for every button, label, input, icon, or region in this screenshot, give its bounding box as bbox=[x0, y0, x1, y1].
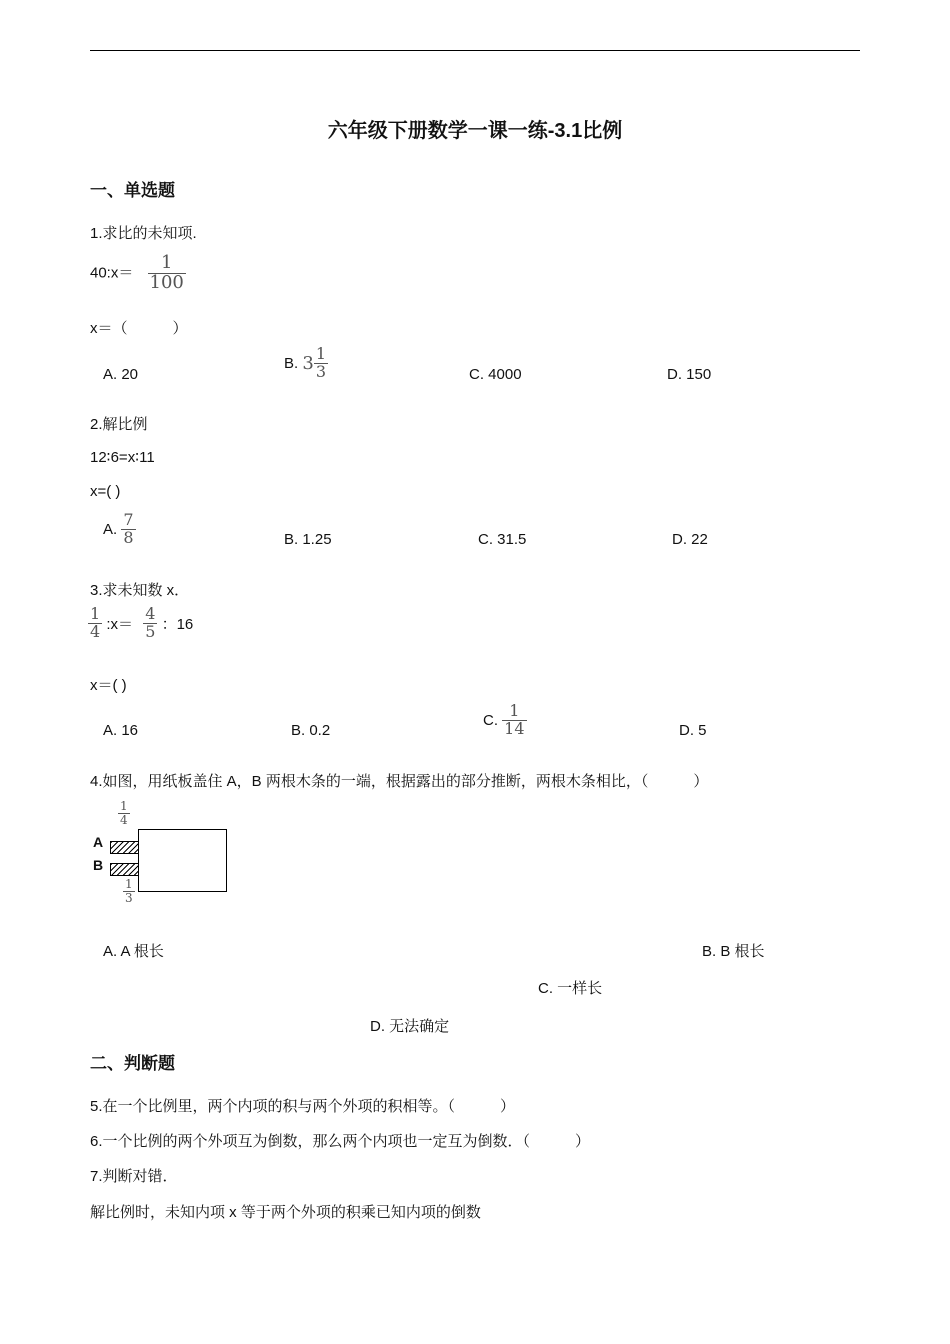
q1-option-b-fraction bbox=[314, 346, 328, 381]
q3-option-a[interactable]: A. 16 bbox=[103, 722, 139, 739]
q4-figure-stick-a bbox=[110, 841, 140, 854]
q3-expr-tail: ：16 bbox=[161, 615, 194, 633]
q1-expression bbox=[90, 254, 186, 293]
q1-stem: 1.求比的未知项. bbox=[90, 225, 197, 242]
q4-figure-top-fraction bbox=[118, 800, 130, 826]
q4-figure-top-num: 1 bbox=[120, 799, 128, 813]
q4-option-c[interactable]: C. 一样长 bbox=[538, 980, 603, 997]
q1-answer-line: x＝（ ） bbox=[90, 320, 188, 337]
q4-figure-bottom-fraction bbox=[123, 878, 135, 904]
q4-figure-cardboard bbox=[138, 829, 227, 892]
q3-option-c-fraction bbox=[502, 703, 526, 738]
q1-option-b-num: 1 bbox=[315, 344, 326, 363]
q1-option-d[interactable]: D. 150 bbox=[667, 366, 712, 383]
q7-stem: 7.判断对错． bbox=[90, 1168, 178, 1185]
q1-expr-prefix: 40:x＝ bbox=[90, 264, 134, 282]
q1-fraction bbox=[148, 254, 186, 293]
section-heading-single-choice: 一、单选题 bbox=[90, 181, 175, 200]
q3-option-c-num: 1 bbox=[509, 701, 520, 720]
q7-body: 解比例时，未知内项 x 等于两个外项的积乘已知内项的倒数 bbox=[90, 1204, 481, 1221]
q3-option-b[interactable]: B. 0.2 bbox=[291, 722, 331, 739]
q1-option-b-prefix: B. bbox=[284, 354, 299, 372]
q1-option-b-den: 3 bbox=[315, 361, 326, 381]
q3-fraction-1 bbox=[88, 606, 102, 641]
q3-frac1-den: 4 bbox=[90, 621, 101, 641]
q1-frac-num: 1 bbox=[160, 252, 173, 273]
q2-option-d[interactable]: D. 22 bbox=[672, 531, 708, 548]
q2-expression: 12∶6=x∶11 bbox=[90, 449, 155, 466]
q3-option-d[interactable]: D. 5 bbox=[679, 722, 707, 739]
q3-frac2-den: 5 bbox=[145, 621, 156, 641]
page-title: 六年级下册数学一课一练-3.1比例 bbox=[327, 120, 623, 142]
section-heading-true-false: 二、判断题 bbox=[90, 1054, 175, 1073]
q4-figure-top-den: 4 bbox=[120, 812, 128, 827]
q2-option-a-prefix: A. bbox=[103, 520, 118, 538]
q2-option-a-fraction bbox=[121, 512, 135, 547]
q4-figure-bottom-num: 1 bbox=[125, 877, 133, 891]
q3-expr-mid: :x＝ bbox=[106, 615, 134, 633]
q6-stem: 6.一个比例的两个外项互为倒数，那么两个内项也一定互为倒数．（ ） bbox=[90, 1133, 591, 1150]
q3-option-c-prefix: C. bbox=[483, 711, 498, 729]
q4-option-d[interactable]: D. 无法确定 bbox=[370, 1018, 450, 1035]
q4-option-a[interactable]: A. A 根长 bbox=[103, 943, 164, 960]
q2-answer-line: x=( ) bbox=[90, 483, 121, 500]
q2-option-c[interactable]: C. 31.5 bbox=[478, 531, 527, 548]
q3-frac1-num: 1 bbox=[90, 604, 101, 623]
q2-option-a-num: 7 bbox=[123, 510, 134, 529]
q2-stem: 2.解比例 bbox=[90, 416, 148, 433]
q2-option-a[interactable] bbox=[103, 512, 136, 547]
header-rule bbox=[90, 50, 860, 51]
q2-option-b[interactable]: B. 1.25 bbox=[284, 531, 332, 548]
q4-figure-stick-b bbox=[110, 863, 140, 876]
q3-option-c[interactable] bbox=[483, 703, 527, 738]
q4-figure-label-b: B bbox=[93, 857, 104, 873]
q3-answer-line: x＝( ) bbox=[90, 677, 127, 694]
q1-option-b-whole: 3 bbox=[302, 352, 314, 374]
q1-option-c[interactable]: C. 4000 bbox=[469, 366, 522, 383]
q3-fraction-2 bbox=[143, 606, 157, 641]
q4-figure-bottom-den: 3 bbox=[125, 890, 133, 905]
q3-expression bbox=[88, 606, 193, 641]
q3-frac2-num: 4 bbox=[145, 604, 156, 623]
q4-option-b[interactable]: B. B 根长 bbox=[702, 943, 765, 960]
q3-option-c-den: 14 bbox=[504, 718, 525, 738]
q1-frac-den: 100 bbox=[149, 271, 184, 293]
q5-stem: 5.在一个比例里，两个内项的积与两个外项的积相等。（ ） bbox=[90, 1098, 516, 1115]
q3-stem: 3.求未知数 x． bbox=[90, 582, 190, 599]
q4-figure-label-a: A bbox=[93, 834, 104, 850]
q1-option-b[interactable] bbox=[284, 346, 328, 381]
q4-figure bbox=[90, 800, 230, 915]
q1-option-a[interactable]: A. 20 bbox=[103, 366, 139, 383]
q4-stem: 4.如图，用纸板盖住 A，B 两根木条的一端，根据露出的部分推断，两根木条相比，（ ） bbox=[90, 773, 709, 790]
q2-option-a-den: 8 bbox=[123, 527, 134, 547]
q1-option-b-mixed-number bbox=[302, 346, 328, 381]
